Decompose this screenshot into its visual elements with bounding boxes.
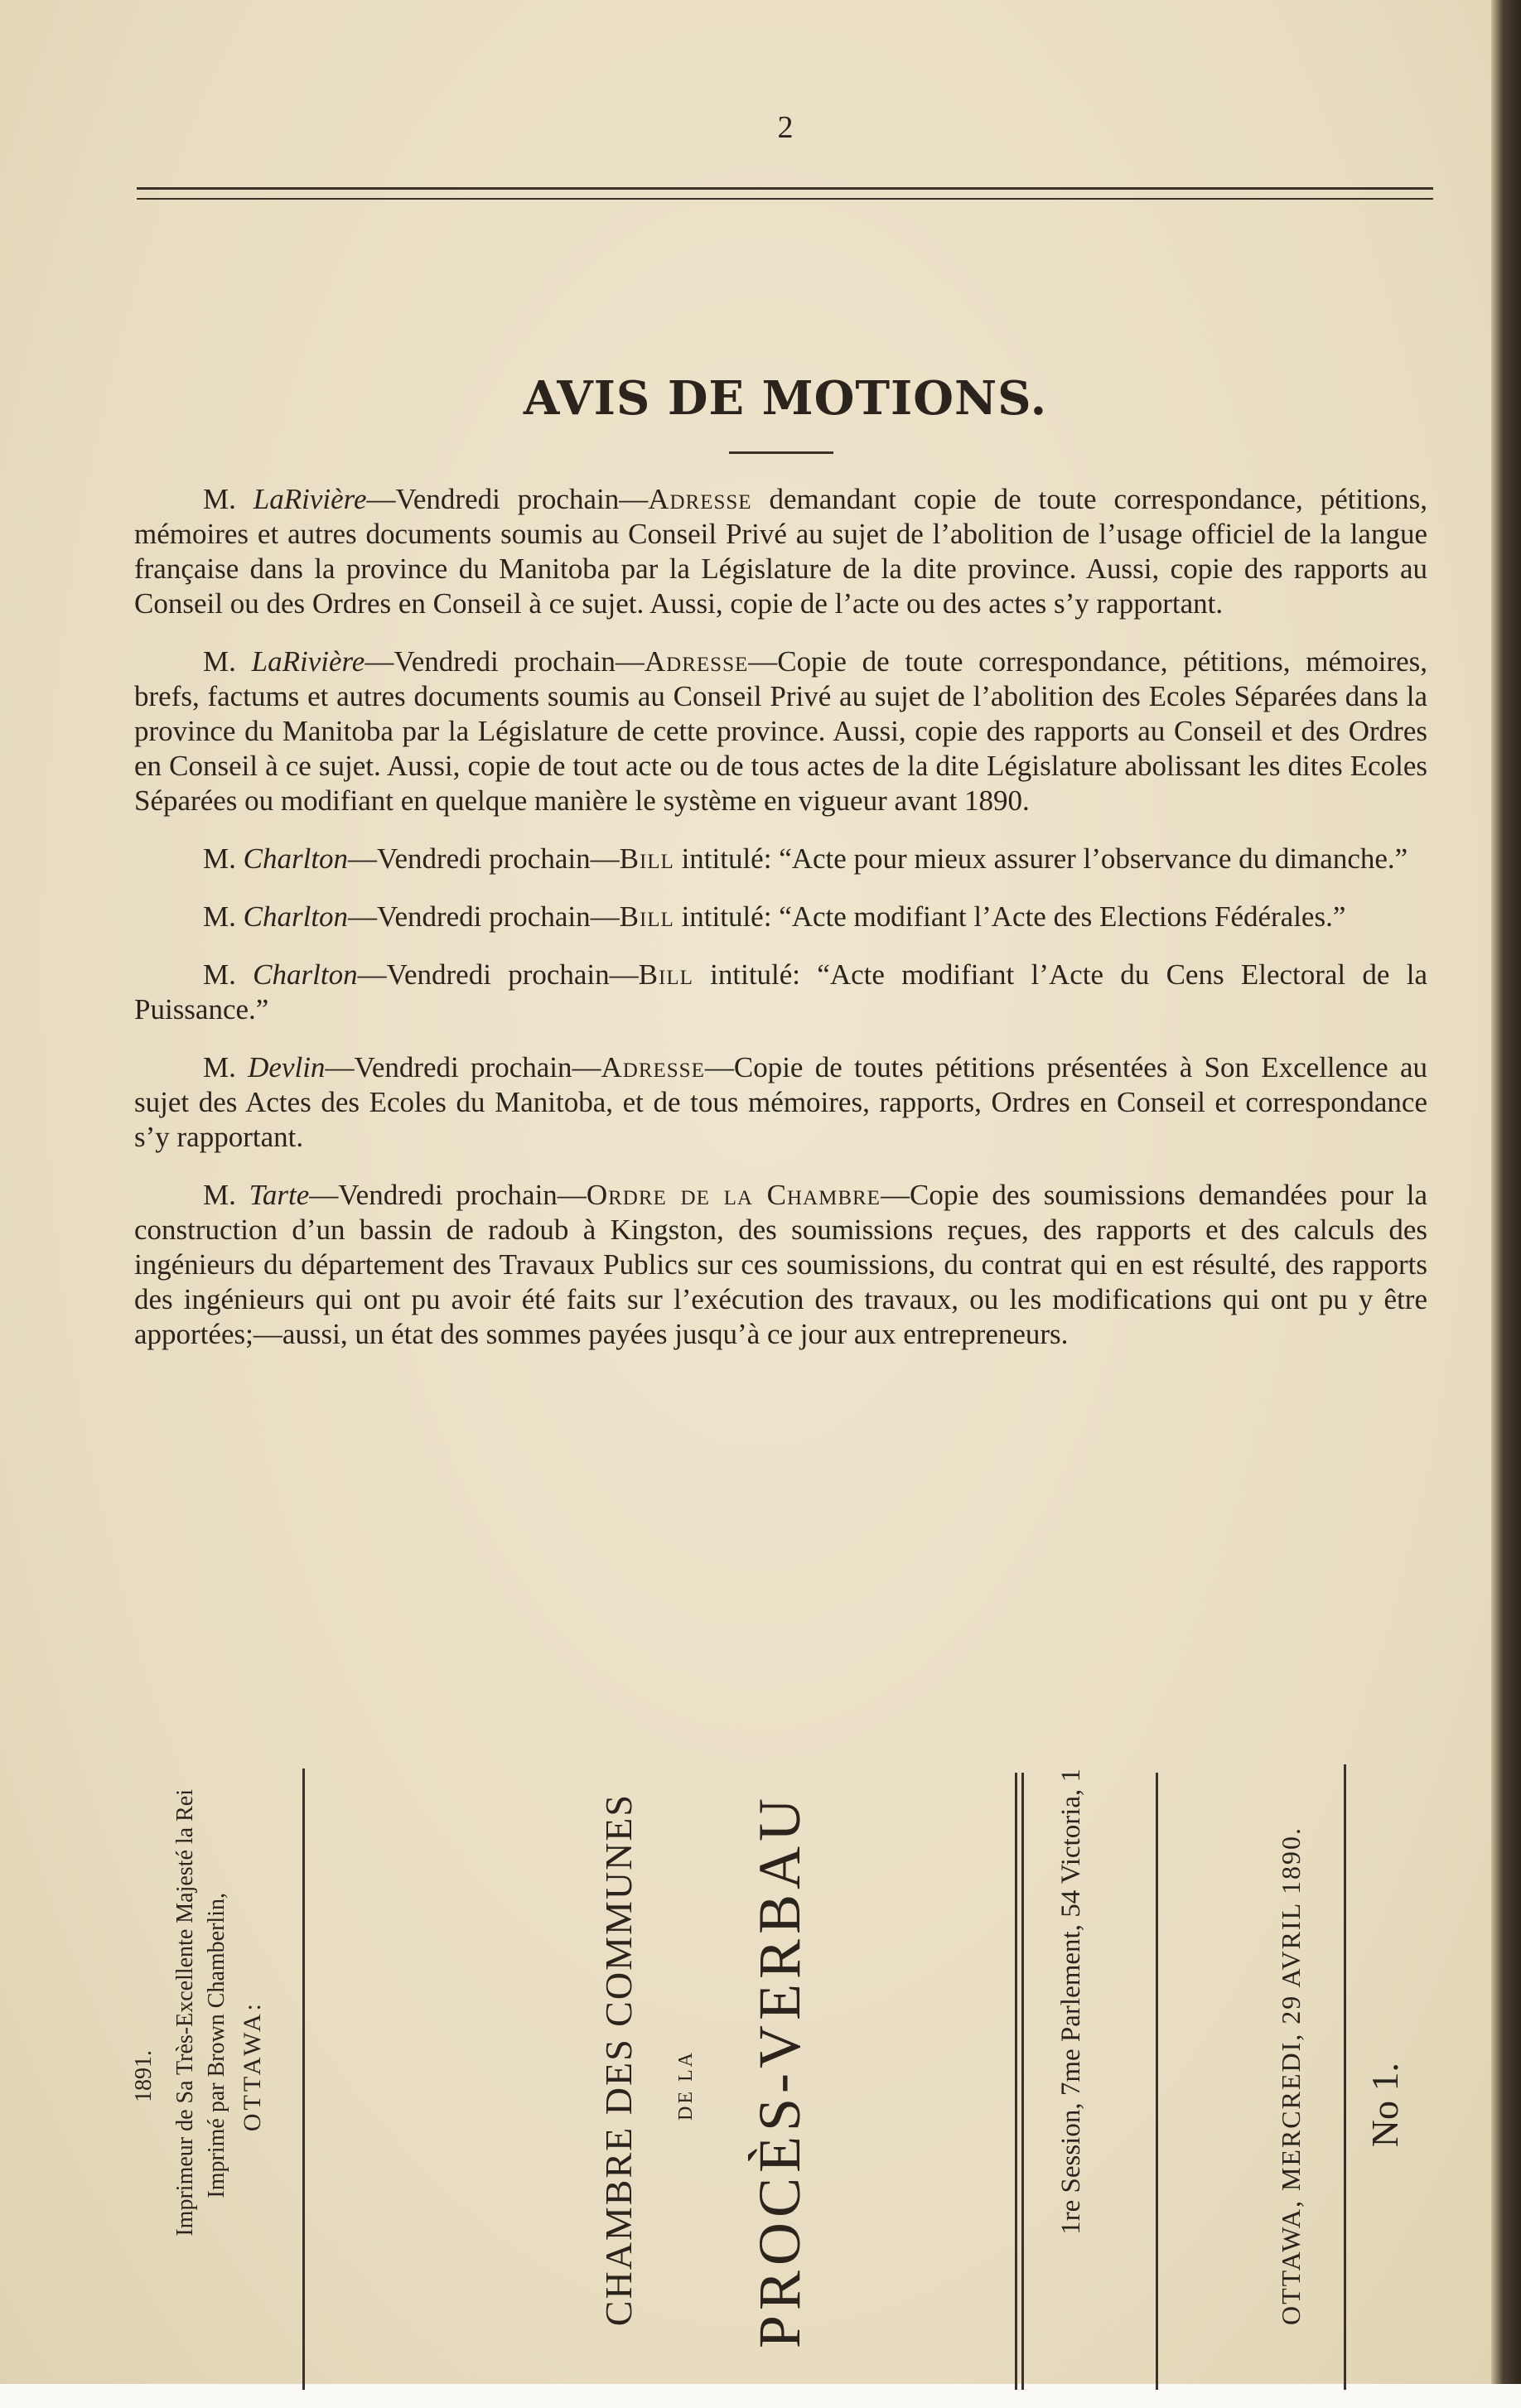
member-name: Charlton [243,842,349,875]
motion-date: —Vendredi prochain— [348,900,620,933]
motion-paragraph [134,1050,1427,1155]
motion-prefix: M. [203,900,244,933]
motion-date: —Vendredi prochain— [325,1051,601,1083]
motion-prefix: M. [203,645,252,678]
motion-body: intitulé: “Acte modifiant l’Acte des Elections Fédérales.” [674,900,1346,933]
motion-body: demandant copie de toute correspondance, pétitions, mémoires et autres documents soumis au Conseil Privé au sujet de l’abolition de l’usage officiel de la langue française dans la province du Manitoba par la Législature de la dite province. Aussi, copie des rapports au Conseil ou des Ordres en Conseil à ce sujet. Aussi, copie de l’acte ou des actes s’y rapportant. [134,483,1427,620]
member-name: LaRivière [253,483,367,515]
cover-printer-title: Imprimeur de Sa Très-Excellente Majesté la Rei [172,1789,198,2237]
inverted-cover [131,1760,1406,2398]
motion-body: —Copie de toute correspondance, pétitions, mémoires, brefs, factums et autres documents soumis au Conseil Privé au sujet de l’abolition des Ecoles Séparées dans la province du Manitoba par la Législature de cette province. Aussi, copie des rapports au Conseil et des Ordres en Conseil à ce sujet. Aussi, copie de tout acte ou de tous actes de la dite Législature abolissant les dites Ecoles Séparées ou modifiant en quelque manière le système en vigueur avant 1890. [134,645,1428,817]
motion-paragraph [134,482,1427,621]
motion-paragraph [134,842,1427,876]
member-name: Tarte [249,1179,310,1211]
cover-rule [1021,1773,1024,2390]
cover-printed-by: Imprimé par Brown Chamberlin, [204,1893,229,2198]
motion-prefix: M. [203,483,254,515]
motion-type: Adresse [648,483,752,515]
motion-paragraph [134,900,1427,934]
member-name: Charlton [253,958,358,991]
binding-edge [1491,0,1521,2408]
cover-year: 1891. [131,2050,157,2102]
motion-date: —Vendredi prochain— [309,1179,587,1211]
motion-type: Bill [619,900,674,933]
motion-prefix: M. [203,958,254,991]
motion-body: —Copie de toutes pétitions présentées à Son Excellence au sujet des Actes des Ecoles du Manitoba, et de tous mémoires, rapports, Ordres en Conseil et correspondance s’y rapportant. [134,1051,1428,1153]
cover-number: No 1. [1364,2063,1406,2148]
cover-date: OTTAWA, MERCREDI, 29 AVRIL 1890. [1276,1827,1306,2325]
section-heading: AVIS DE MOTIONS. [523,371,1048,426]
motion-prefix: M. [203,842,244,875]
motion-body: —Copie des soumissions demandées pour la construction d’un bassin de radoub à Kingston, des soumissions reçues, des rapports et des calculs des ingénieurs du département des Travaux Publics sur ces soumissions, du contrat qui en est résulté, des rapports des ingénieurs qui ont pu avoir été faits sur l’exécution des travaux, ou les modifications qui ont pu y être apportées;—aussi, un état des sommes payées jusqu’à ce jour aux entrepreneurs. [134,1179,1428,1350]
motions-list [134,482,1427,1375]
motion-prefix: M. [203,1051,249,1083]
motion-type: Ordre de la Chambre [586,1179,881,1211]
member-name: LaRivière [251,645,365,678]
motion-date: —Vendredi prochain— [357,958,639,991]
cover-title: PROCÈS-VERBAU [746,1793,813,2349]
motion-body: intitulé: “Acte modifiant l’Acte du Cens Electoral de la Puissance.” [134,958,1428,1025]
motion-date: —Vendredi prochain— [366,483,649,515]
cover-city: OTTAWA: [239,2000,266,2132]
motion-paragraph [134,1178,1427,1352]
motion-type: Adresse [601,1051,705,1083]
cover-chamber: CHAMBRE DES COMMUNES [597,1793,640,2327]
cover-rule [1344,1764,1346,2390]
header-rule [137,187,1433,200]
cover-rule [302,1769,305,2390]
motion-type: Adresse [644,645,749,678]
heading-rule [729,451,833,454]
motion-date: —Vendredi prochain— [348,842,620,875]
cover-de-la: DE LA [675,2050,697,2121]
motion-date: —Vendredi prochain— [365,645,645,678]
cover-rule [1156,1773,1158,2390]
cover-rule [1015,1773,1017,2390]
member-name: Charlton [243,900,349,933]
motion-body: intitulé: “Acte pour mieux assurer l’observance du dimanche.” [674,842,1408,875]
page-number: 2 [777,110,794,145]
cover-session: 1re Session, 7me Parlement, 54 Victoria, 1 [1056,1769,1086,2235]
motion-paragraph [134,644,1427,818]
motion-prefix: M. [203,1179,249,1211]
motion-type: Bill [638,958,693,991]
motion-paragraph [134,958,1427,1027]
motion-type: Bill [619,842,674,875]
member-name: Devlin [248,1051,326,1083]
